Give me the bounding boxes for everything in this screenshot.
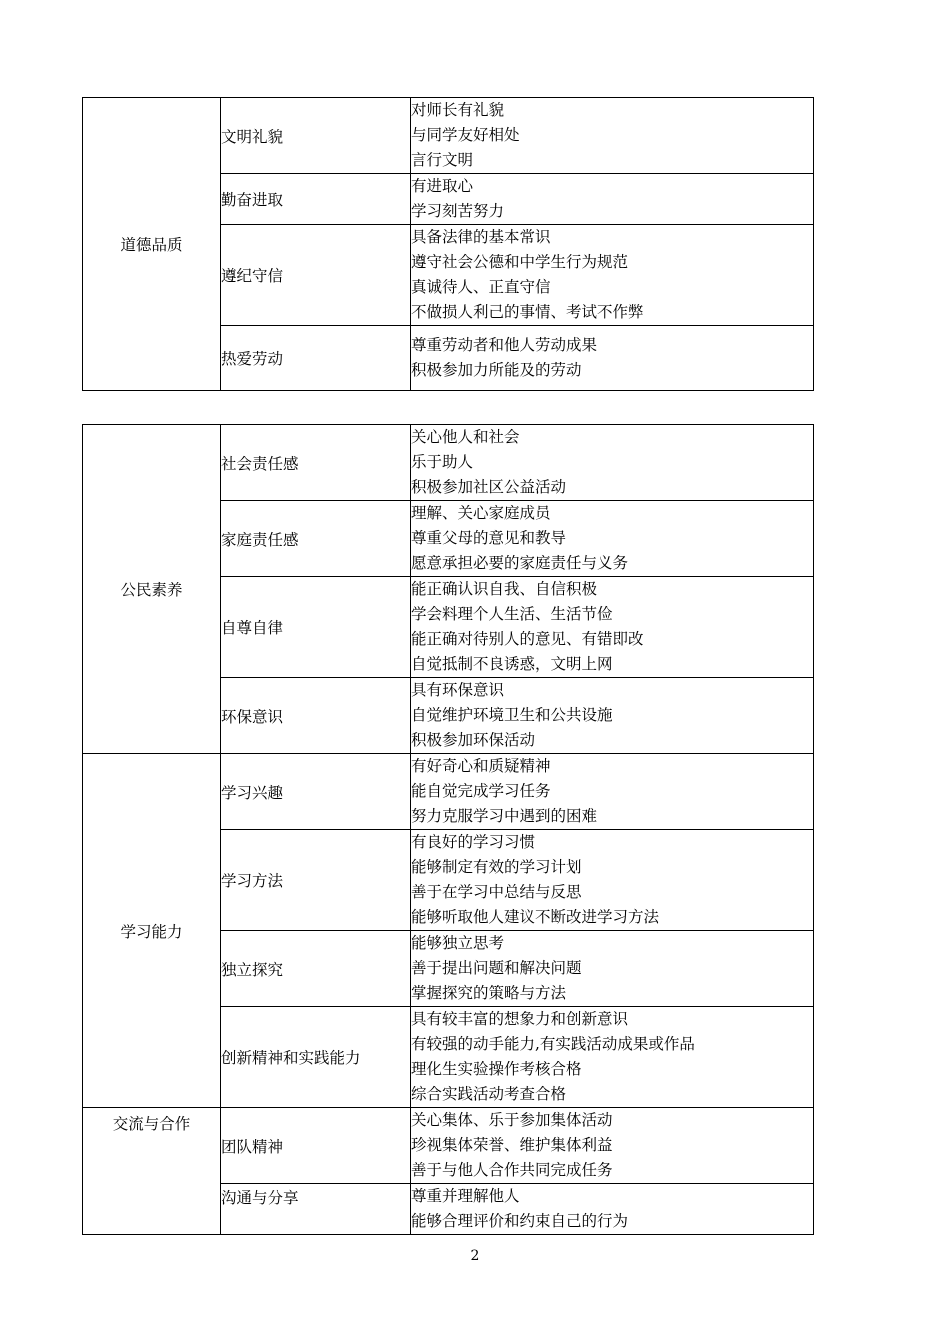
subcategory-cell: 热爱劳动: [221, 326, 411, 391]
list-item: 综合实践活动考查合格: [411, 1085, 567, 1103]
list-item: 学习刻苦努力: [411, 202, 505, 220]
list-item: 具有环保意识: [411, 681, 505, 699]
list-item: 尊重父母的意见和教导: [411, 529, 567, 547]
table-row: [83, 754, 814, 830]
list-item: 能正确认识自我、自信积极: [411, 580, 598, 598]
items-cell: [411, 1007, 814, 1108]
list-item: 积极参加环保活动: [411, 731, 536, 749]
subcategory-cell: 学习兴趣: [221, 754, 411, 830]
subcategory-cell: 社会责任感: [221, 425, 411, 501]
items-cell: [411, 931, 814, 1007]
list-item: 真诚待人、正直守信: [411, 278, 551, 296]
category-cell: 学习能力: [83, 754, 221, 1108]
items-cell: [411, 225, 814, 326]
list-item: 积极参加力所能及的劳动: [411, 361, 582, 379]
items-cell: [411, 425, 814, 501]
items-cell: [411, 501, 814, 577]
category-cell: 公民素养: [83, 425, 221, 754]
list-item: 具有较丰富的想象力和创新意识: [411, 1010, 629, 1028]
items-cell: [411, 577, 814, 678]
list-item: 能够听取他人建议不断改进学习方法: [411, 908, 660, 926]
list-item: 言行文明: [411, 151, 474, 169]
list-item: 能自觉完成学习任务: [411, 782, 551, 800]
items-cell: [411, 754, 814, 830]
list-item: 与同学友好相处: [411, 126, 520, 144]
subcategory-cell: 团队精神: [221, 1108, 411, 1184]
list-item: 尊重劳动者和他人劳动成果: [411, 336, 598, 354]
list-item: 有好奇心和质疑精神: [411, 757, 551, 775]
list-item: 学会料理个人生活、生活节俭: [411, 605, 613, 623]
list-item: 对师长有礼貌: [411, 101, 505, 119]
list-item: 理解、关心家庭成员: [411, 504, 551, 522]
list-item: 能够独立思考: [411, 934, 505, 952]
list-item: 努力克服学习中遇到的困难: [411, 807, 598, 825]
subcategory-cell: 勤奋进取: [221, 174, 411, 225]
items-cell: [411, 830, 814, 931]
items-cell: [411, 326, 814, 391]
list-item: 有较强的动手能力,有实践活动成果或作品: [411, 1035, 695, 1053]
category-cell: 道德品质: [83, 98, 221, 391]
list-item: 积极参加社区公益活动: [411, 478, 567, 496]
list-item: 遵守社会公德和中学生行为规范: [411, 253, 629, 271]
list-item: 能正确对待别人的意见、有错即改: [411, 630, 644, 648]
list-item: 关心集体、乐于参加集体活动: [411, 1111, 613, 1129]
items-cell: [411, 678, 814, 754]
list-item: 关心他人和社会: [411, 428, 520, 446]
subcategory-cell: 文明礼貌: [221, 98, 411, 174]
subcategory-cell: 沟通与分享: [221, 1184, 411, 1235]
list-item: 具备法律的基本常识: [411, 228, 551, 246]
list-item: 善于提出问题和解决问题: [411, 959, 582, 977]
items-cell: [411, 1108, 814, 1184]
list-item: 善于与他人合作共同完成任务: [411, 1161, 613, 1179]
list-item: 掌握探究的策略与方法: [411, 984, 567, 1002]
items-cell: [411, 1184, 814, 1235]
list-item: 能够合理评价和约束自己的行为: [411, 1212, 629, 1230]
table-row: [83, 1108, 814, 1184]
list-item: 尊重并理解他人: [411, 1187, 520, 1205]
list-item: 能够制定有效的学习计划: [411, 858, 582, 876]
category-cell: 交流与合作: [83, 1108, 221, 1235]
items-cell: [411, 174, 814, 225]
subcategory-cell: 环保意识: [221, 678, 411, 754]
list-item: 理化生实验操作考核合格: [411, 1060, 582, 1078]
subcategory-cell: 学习方法: [221, 830, 411, 931]
list-item: 自觉维护环境卫生和公共设施: [411, 706, 613, 724]
subcategory-cell: 创新精神和实践能力: [221, 1007, 411, 1108]
table-row: [83, 425, 814, 501]
list-item: 不做损人利己的事情、考试不作弊: [411, 303, 644, 321]
citizenship-learning-table: [82, 424, 814, 1235]
list-item: 珍视集体荣誉、维护集体利益: [411, 1136, 613, 1154]
list-item: 自觉抵制不良诱惑，文明上网: [411, 655, 613, 673]
items-cell: [411, 98, 814, 174]
list-item: 愿意承担必要的家庭责任与义务: [411, 554, 629, 572]
moral-quality-table: [82, 97, 814, 391]
page-number: 2: [470, 1248, 480, 1264]
list-item: 乐于助人: [411, 453, 474, 471]
subcategory-cell: 独立探究: [221, 931, 411, 1007]
subcategory-cell: 遵纪守信: [221, 225, 411, 326]
subcategory-cell: 自尊自律: [221, 577, 411, 678]
table-row: [83, 98, 814, 174]
subcategory-cell: 家庭责任感: [221, 501, 411, 577]
list-item: 有良好的学习习惯: [411, 833, 536, 851]
list-item: 善于在学习中总结与反思: [411, 883, 582, 901]
list-item: 有进取心: [411, 177, 474, 195]
